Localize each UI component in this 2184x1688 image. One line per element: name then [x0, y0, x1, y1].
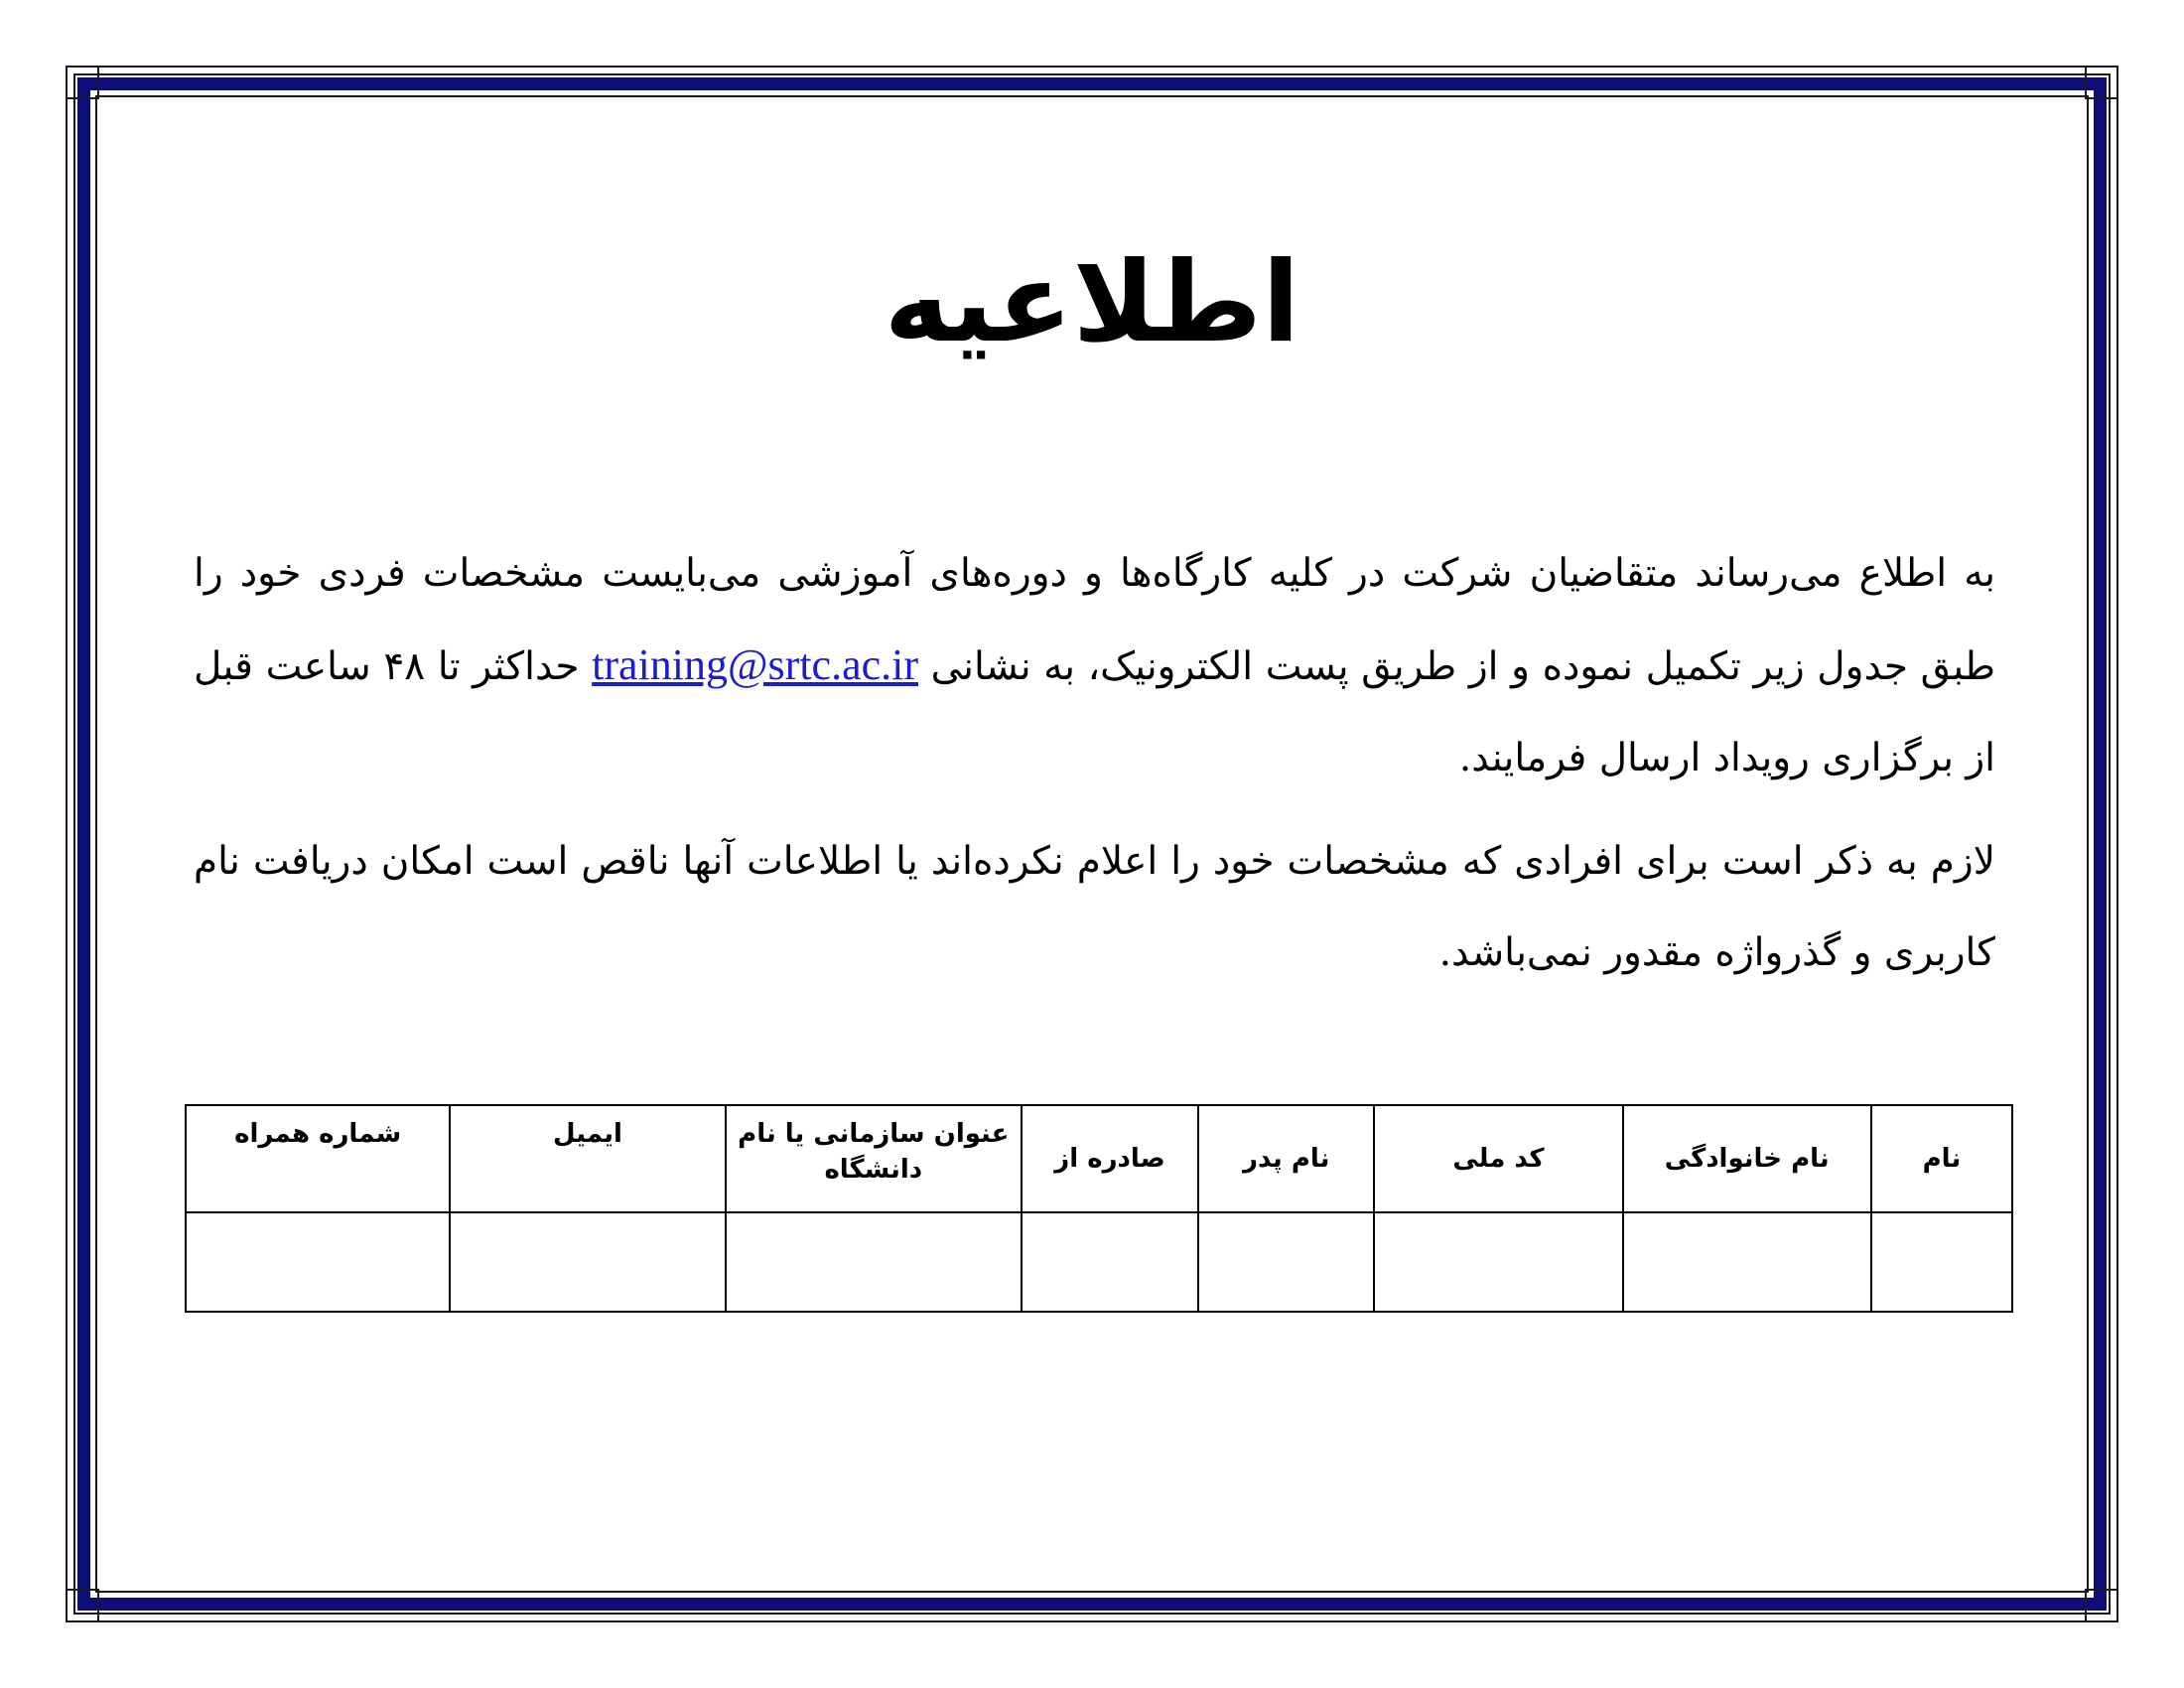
- frame-corner-top-right: [2085, 66, 2118, 99]
- cell-issued-from[interactable]: [1022, 1212, 1198, 1312]
- cell-national-code[interactable]: [1374, 1212, 1622, 1312]
- header-organization: عنوان سازمانی یا نام دانشگاه: [726, 1105, 1022, 1212]
- email-link[interactable]: training@srtc.ac.ir: [592, 640, 919, 689]
- table-header-row: [186, 1105, 2012, 1212]
- table-row: [186, 1212, 2012, 1312]
- instruction-paragraph: [194, 528, 1995, 804]
- header-national-code: کد ملی: [1374, 1105, 1622, 1212]
- frame-corner-bottom-left: [66, 1589, 99, 1622]
- header-issued-from: صادره از: [1022, 1105, 1198, 1212]
- frame-corner-top-left: [66, 66, 99, 99]
- header-mobile: شماره همراه: [186, 1105, 450, 1212]
- frame-corner-bottom-right: [2085, 1589, 2118, 1622]
- cell-mobile[interactable]: [186, 1212, 450, 1312]
- cell-organization[interactable]: [726, 1212, 1022, 1312]
- note-paragraph: لازم به ذکر است برای افرادی که مشخصات خود را اعلام نکرده‌اند یا اطلاعات آنها ناقص است امکان دریافت نام کاربری و گذرواژه مقدور نمی‌باشد.: [194, 839, 1995, 975]
- header-father-name: نام پدر: [1198, 1105, 1374, 1212]
- header-email: ایمیل: [450, 1105, 725, 1212]
- header-last-name: نام خانوادگی: [1623, 1105, 1871, 1212]
- page-title: اطلاعیه: [884, 238, 1300, 367]
- cell-first-name[interactable]: [1871, 1212, 2012, 1312]
- instruction-text-start: به اطلاع می‌رساند متقاضیان شرکت در کلیه کارگاه‌ها و دوره‌های آموزشی می‌بایست مشخصات فردی خود را طبق جدول زیر تکمیل نموده و از طریق پست الکترونیک، به نشانی: [194, 551, 1996, 689]
- cell-father-name[interactable]: [1198, 1212, 1374, 1312]
- cell-email[interactable]: [450, 1212, 725, 1312]
- instruction-text-end: حداکثر تا ۴۸ ساعت قبل از برگزاری رویداد ارسال فرمایند.: [194, 644, 1995, 780]
- registration-table: [185, 1104, 2013, 1313]
- header-first-name: نام: [1871, 1105, 2012, 1212]
- cell-last-name[interactable]: [1623, 1212, 1871, 1312]
